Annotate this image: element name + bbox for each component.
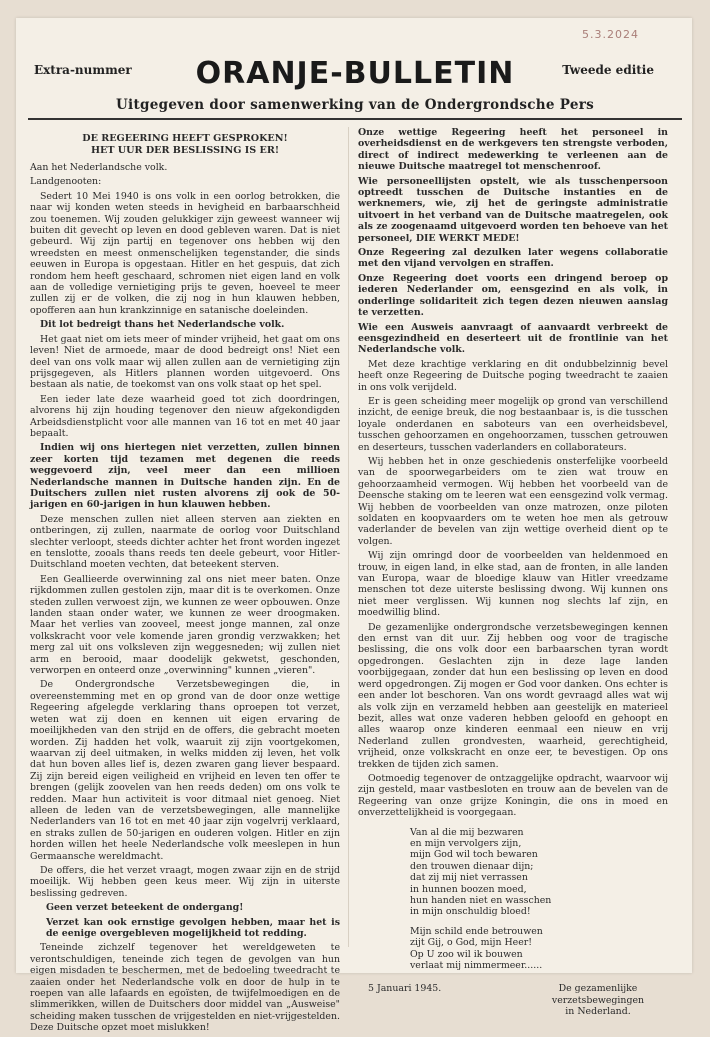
poem-line: den trouwen dienaar dijn; <box>410 860 534 872</box>
publication-date: 5 Januari 1945. <box>368 983 442 995</box>
masthead-rule <box>28 118 682 120</box>
poem <box>410 827 668 972</box>
bold-paragraph: Indien wij ons hiertegen niet verzetten, zullen binnen zeer korten tijd tezamen met degenen die reeds weggevoerd zijn, veel meer dan een millioen Nederlandsche mannen in Duitsche handen zijn. En de Duitschers zullen niet rusten alvorens zij ook de 50-jarigen en 60-jarigen in hun klauwen hebben. <box>30 442 340 511</box>
poem-line: in mijn onschuldig bloed! <box>410 906 531 918</box>
poem-stanza-2 <box>410 926 668 972</box>
paragraph: Deze menschen zullen niet alleen sterven aan ziekten en ontberingen, zij zullen, naarmate de oorlog voor Duitschland slechter verloopt, steeds dichter achter het front worden ingezet en tenslotte, zooals thans reeds ten deele gebeurt, voor Hitler-Duitschland moeten vechten, dat beteekent sterven. <box>30 513 340 571</box>
signature <box>528 983 668 1017</box>
bold-statement: Dit lot bedreigt thans het Nederlandsche volk. <box>40 319 285 331</box>
bold-paragraph: Onze Regeering doet voorts een dringend beroep op iederen Nederlander om, eensgezind en als volk, in onderlinge solidariteit zich tegen dezen nieuwen aanslag te verzetten. <box>358 272 668 319</box>
newspaper-subtitle: Uitgegeven door samenwerking van de Ondergrondsche Pers <box>115 97 595 113</box>
edition-label: Extra-nummer <box>34 63 132 77</box>
main-headline <box>30 133 340 156</box>
footer <box>358 983 668 1018</box>
slogan: Geen verzet beteekent de ondergang! <box>46 902 244 914</box>
headline-line-1: DE REGEERING HEEFT GESPROKEN! <box>82 133 288 144</box>
poem-stanza-1 <box>410 827 668 918</box>
bold-paragraph: Onze Regeering zal dezulken later wegens collaboratie met den vijand vervolgen en straffen. <box>358 247 668 270</box>
bold-paragraph: Wie personeellijsten opstelt, wie als tusschenpersoon optreedt tusschen de Duitsche instanties en de werknemers, wie, zij het de geringste administratie uitvoert in het verband van de Duitsche maatregelen, ook als ze zoogenaamd uitgevoerd worden ten behoeve van het personeel, DIE WERKT MEDE! <box>358 175 668 244</box>
poem-line: zijt Gij, o God, mijn Heer! <box>410 937 532 949</box>
poem-line: Mijn schild ende betrouwen <box>410 925 543 937</box>
bold-paragraph: Onze wettige Regeering heeft het personeel in overheidsdienst en de werkgevers ten strengste verboden, direct of indirect medewerking te verleenen aan de nieuwe Duitsche maatregel tot menschenroof. <box>358 127 668 173</box>
paragraph: Teneinde zichzelf tegenover het wereldgeweten te verontschuldigen, teneinde zich tegen de gevolgen van hun eigen misdaden te beschermen, met de bedoeling tweedracht te zaaien onder het Nederlandsche volk en door de hulp in te roepen van alle lafaards en egoïsten, de twijfelmoedigen en de slimmerikken, willen de Duitschers door middel van „Ausweise" scheiding maken tusschen de vrijgestelden en niet-vrijgestelden. Deze Duitsche opzet moet mislukken! <box>30 942 340 1034</box>
poem-line: verlaat mij nimmermeer...... <box>410 960 543 972</box>
edition-number: Tweede editie <box>562 63 654 77</box>
paragraph: De Ondergrondsche Verzetsbewegingen die, in overeenstemming met en op grond van de door onze wettige Regeering afgelegde verklaring thans oproepen tot verzet, weten wat zij doen en kennen uit eigen ervaring de moeilijkheden van den strijd en de offers, die gebracht moeten worden. Zij hadden het volk, waaruit zij zijn voortgekomen, waarvan zij deel uitmaken, in welks midden zij leven, het volk dat hun boven alles lief is, dezen zwaren gang liever bespaard. Zij zijn bereid eigen veiligheid en vrijheid en leven ten offer te brengen (gelijk zoovelen van hen reeds deden) om ons volk te redden. Maar hun activiteit is voor ditmaal niet genoeg. Niet alleen de leden van de verzetsbewegingen, alle mannelijke Nederlanders van 16 tot en met 40 jaar zijn vogelvrij verklaard, en straks zullen de 50-jarigen en ouderen volgen. Hitler en zijn horden willen het heele Nederlandsche volk meeslepen in hun Germaansche wereldmacht. <box>30 679 340 862</box>
poem-line: Op U zoo wil ik bouwen <box>410 948 523 960</box>
column-divider <box>348 127 349 947</box>
poem-line: in hunnen boozen moed, <box>410 883 527 895</box>
poem-line: dat zij mij niet verrassen <box>410 872 528 884</box>
archive-stamp: 5.3.2024 <box>582 28 639 41</box>
poem-line: en mijn vervolgers zijn, <box>410 837 522 849</box>
paragraph: Ootmoedig tegenover de ontzaggelijke opdracht, waarvoor wij zijn gesteld, maar vastbesloten en trouw aan de bevelen van de Regeering van onze grijze Koningin, die ons in moed en onverzettelijkheid is voorgegaan. <box>358 772 668 819</box>
paragraph: De gezamenlijke ondergrondsche verzetsbewegingen kennen den ernst van dit uur. Zij hebben oog voor de tragische beslissing, die ons volk door een barbaarschen tyran wordt opgedrongen. Geslachten zijn in deze lage landen voorbijgegaan, zonder dat hun een beslissing op leven en dood werd opgedrongen. Zij mogen er God voor danken. Ons echter is een ander lot beschoren. Van ons wordt gevraagd alles wat wij als volk zijn en verzameld hebben aan geestelijk en materieel bezit, alles wat onze vaderen hebben geloofd en gehoopt en alles waarop onze kinderen eenmaal een nieuw en vrij Nederland zullen grondvesten, waarheid, gerechtigheid, vrijheid, onze volkskracht en onze eer, te bevestigen. Op ons trekken de tijden zich samen. <box>358 621 668 770</box>
paragraph: Een Geallieerde overwinning zal ons niet meer baten. Onze rijkdommen zullen gestolen zijn, maar dit is te overkomen. Onze steden zullen verwoest zijn, we kunnen ze weer opbouwen. Onze landen staan onder water, we kunnen ze weer droogmaken. Maar het verlies van zooveel, meest jonge mannen, zal onze volkskracht voor vele komende jaren grondig verzwakken; het merg zal uit ons volksleven zijn weggesneden; wij zullen niet arm en berooid, maar doodelijk gekwetst, geschonden, verworpen en onteerd onze „overwinning" kunnen „vieren". <box>30 573 340 677</box>
salutation-2: Landgenooten: <box>30 176 102 188</box>
poem-line: hun handen niet en wasschen <box>410 895 552 906</box>
paragraph: De offers, die het verzet vraagt, mogen zwaar zijn en de strijd moeilijk. Wij hebben geen keus meer. Wij zijn in uiterste beslissing gedreven. <box>30 864 340 899</box>
paragraph: Wij zijn omringd door de voorbeelden van heldenmoed en trouw, in eigen land, in elke stad, aan de fronten, in alle landen van Europa, waar de bloedige klauw van Hitler vreedzame menschen tot deze uiterste beslissing dwong. Wij kunnen ons niet meer verglissen. Wij kunnen nog slechts laf zijn, en moedwillig blind. <box>358 550 668 619</box>
signature-line-1: De gezamenlijke verzetsbewegingen <box>551 983 645 1006</box>
bold-paragraph: Wie een Ausweis aanvraagt of aanvaardt verbreekt de eensgezindheid en deserteert uit de frontlinie van het Nederlandsche volk. <box>358 321 668 356</box>
slogan: Verzet kan ook ernstige gevolgen hebben, maar het is de eenige overgebleven mogelijkheid tot redding. <box>46 916 340 939</box>
paragraph: Sedert 10 Mei 1940 is ons volk in een oorlog betrokken, die naar wij konden weten steeds in hevigheid en barbaarschheid zou toenemen. Wij zouden gelukkiger zijn geweest wanneer wij buiten dit gevecht op leven en dood gebleven waren. Dat is niet gebeurd. Wij zijn partij en tegenover ons hebben wij den wreedsten en meest onmenschelijken tegenstander, die sinds eeuwen in Europa is opgestaan. Hitler en het gespuis, dat zich rondom hem heeft geschaard, schromen niet eigen land en volk aan de volledige vernietiging prijs te geven, hoeveel te meer zullen zij er de volken, die zij nog in hun klauwen hebben, opofferen aan hun krankzinnige en satanische doeleinden. <box>30 190 340 316</box>
paragraph: Wij hebben het in onze geschiedenis onsterfelijke voorbeeld van de spoorwegarbeiders om te zien wat trouw en gehoorzaamheid vermogen. Wij hebben het voorbeeld van de Deensche staking om te leeren wat een eensgezind volk vermag. Wij hebben de voorbeelden van onze matrozen, onze piloten soldaten en koopvaarders om te weten hoe men als getrouw vaderlander de bevelen van zijn wettige overheid dient op te volgen. <box>358 455 668 547</box>
paragraph: Het gaat niet om iets meer of minder vrijheid, het gaat om ons leven! Niet de armoede, maar de dood bedreigt ons! Niet een deel van ons volk maar wij allen zullen aan de vernietiging zijn prijsgegeven, als Hitlers plannen worden uitgevoerd. Ons bestaan als natie, de toekomst van ons volk staat op het spel. <box>30 333 340 391</box>
poem-line: Van al die mij bezwaren <box>410 826 524 838</box>
paragraph: Met deze krachtige verklaring en dit ondubbelzinnig bevel heeft onze Regeering de Duitsche poging tweedracht te zaaien in ons volk verijdeld. <box>358 358 668 393</box>
salutation: Aan het Nederlandsche volk. <box>30 162 168 173</box>
newspaper-title: ORANJE-BULLETIN <box>195 56 515 91</box>
signature-line-2: in Nederland. <box>565 1006 631 1018</box>
paragraph: Er is geen scheiding meer mogelijk op grond van verschillend inzicht, de eenige breuk, die nog bestaanbaar is, is die tusschen loyale onderdanen en saboteurs van een overheidsbevel, tusschen gehoorzamen en ongehoorzamen, tusschen getrouwen en deserteurs, tusschen vaderlanders en collaborateurs. <box>358 395 668 453</box>
paragraph: Een ieder late deze waarheid goed tot zich doordringen, alvorens hij zijn houding tegenover den nieuw afgekondigden Arbeidsdienstplicht voor alle mannen van 16 tot en met 40 jaar bepaalt. <box>30 393 340 439</box>
headline-line-2: HET UUR DER BESLISSING IS ER! <box>90 144 280 156</box>
right-column <box>358 127 668 1018</box>
left-column <box>30 127 340 1037</box>
poem-line: mijn God wil toch bewaren <box>410 849 538 861</box>
